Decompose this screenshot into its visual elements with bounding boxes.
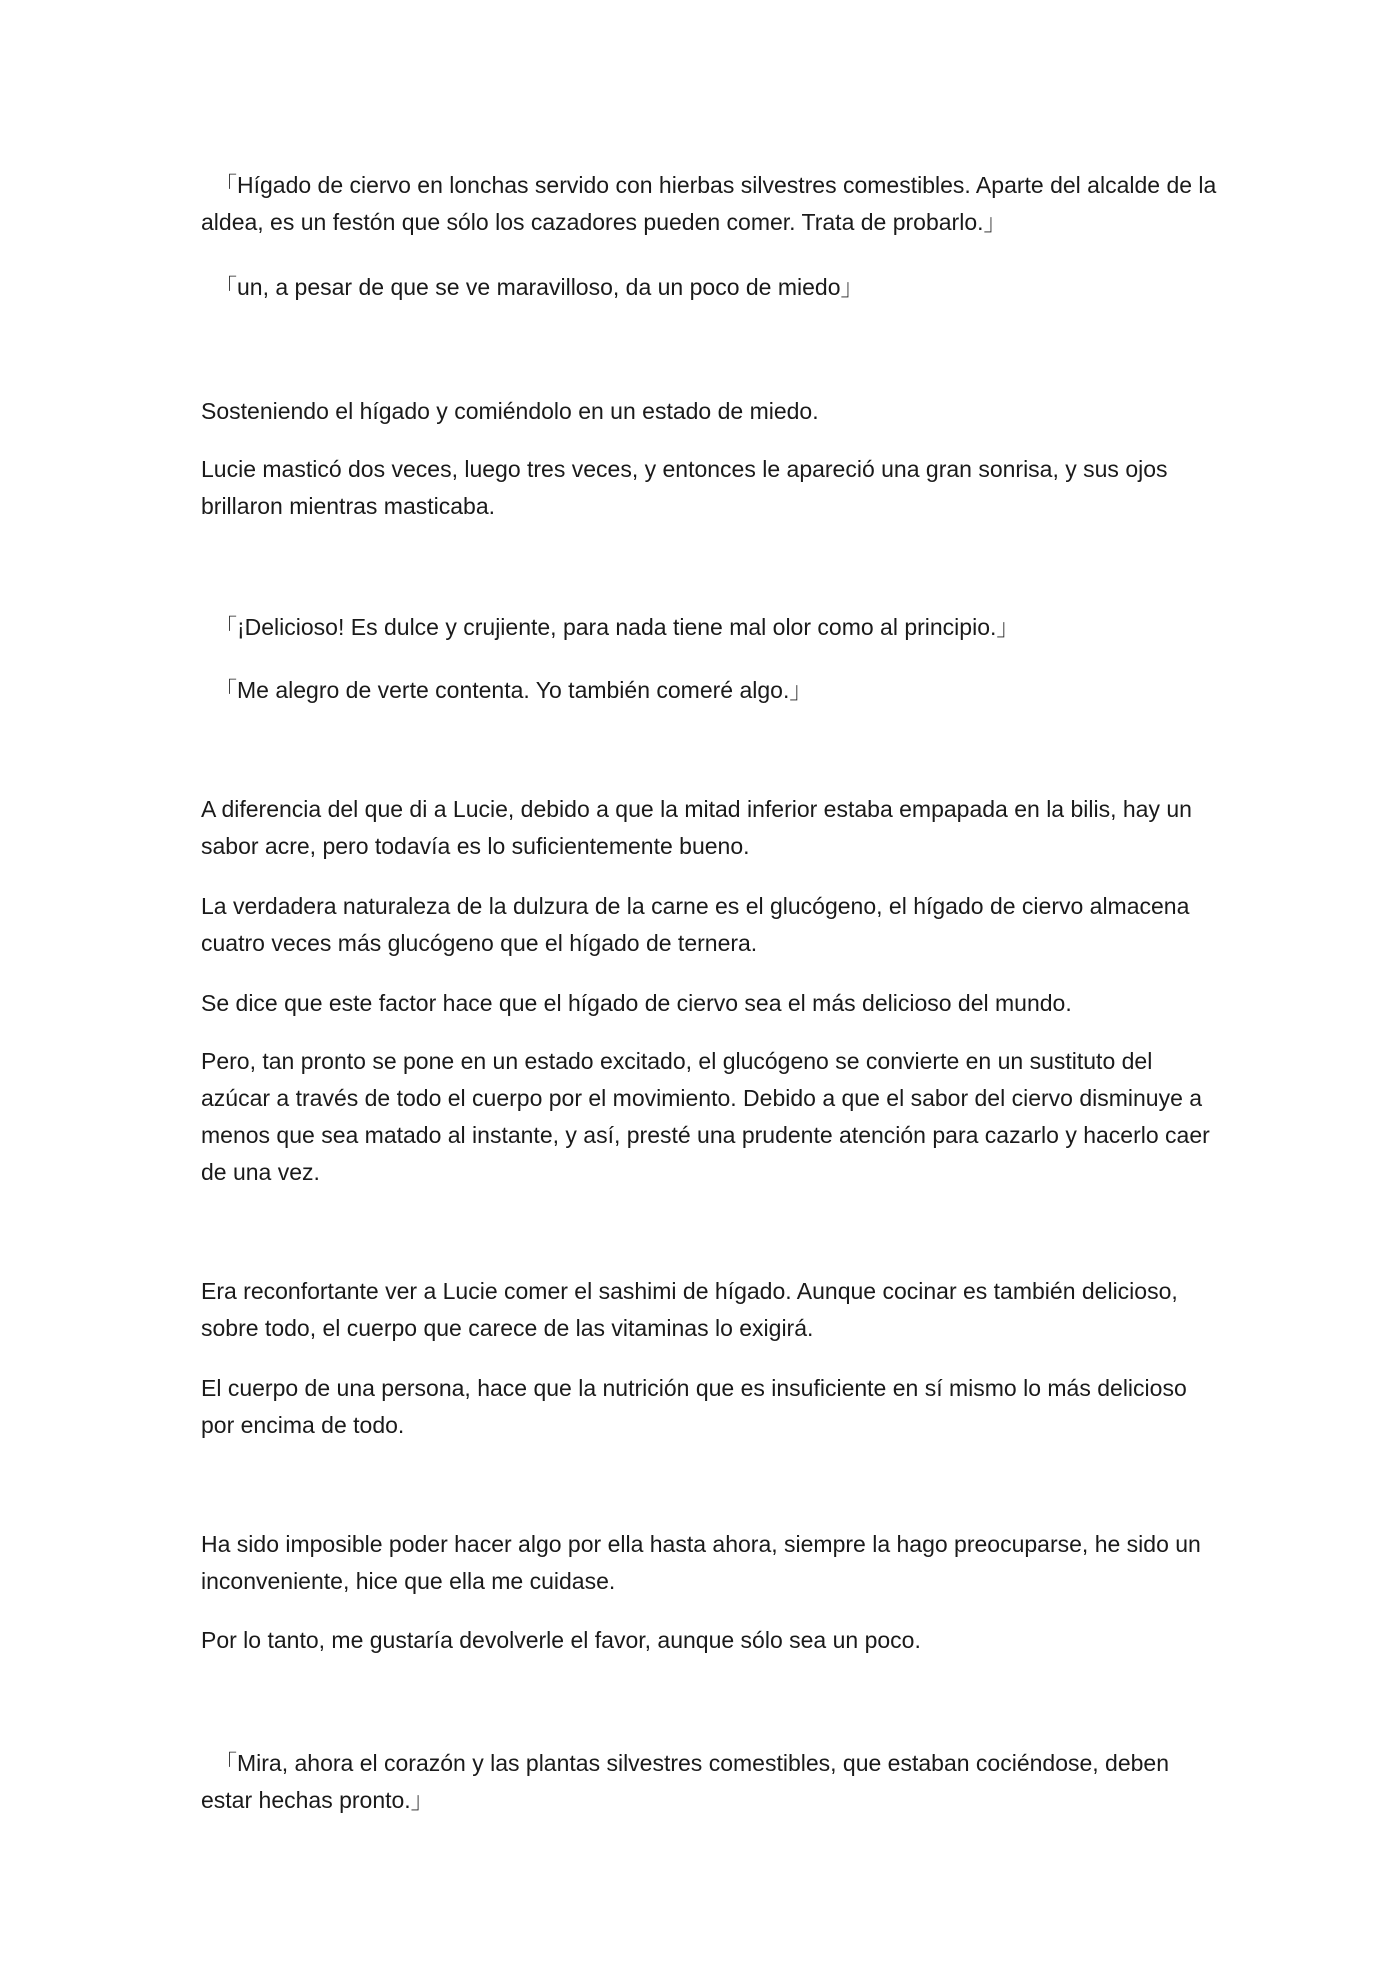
narration-paragraph: A diferencia del que di a Lucie, debido a que la mitad inferior estaba empapada en la bilis, hay un sabor acre, pero todavía es lo suficientemente bueno. — [201, 796, 1192, 859]
dialogue-paragraph: 「Mira, ahora el corazón y las plantas silvestres comestibles, que estaban cociéndose, deben estar hechas pronto.」 — [201, 1750, 1170, 1813]
narration-paragraph: Ha sido imposible poder hacer algo por ella hasta ahora, siempre la hago preocuparse, he sido un inconveniente, hice que ella me cuidase. — [201, 1531, 1201, 1594]
narration-paragraph: Se dice que este factor hace que el hígado de ciervo sea el más delicioso del mundo. — [201, 990, 1072, 1016]
dialogue-paragraph: 「¡Delicioso! Es dulce y crujiente, para nada tiene mal olor como al principio.」 — [214, 614, 1020, 640]
narration-paragraph: Por lo tanto, me gustaría devolverle el favor, aunque sólo sea un poco. — [201, 1627, 921, 1653]
dialogue-paragraph: 「Hígado de ciervo en lonchas servido con hierbas silvestres comestibles. Aparte del alcalde de la aldea, es un festón que sólo los cazadores pueden comer. Trata de probarlo.」 — [201, 172, 1217, 235]
narration-paragraph: Sosteniendo el hígado y comiéndolo en un estado de miedo. — [201, 398, 819, 424]
narration-paragraph: Era reconfortante ver a Lucie comer el sashimi de hígado. Aunque cocinar es también delicioso, sobre todo, el cuerpo que carece de las vitaminas lo exigirá. — [201, 1278, 1178, 1341]
dialogue-paragraph: 「Me alegro de verte contenta. Yo también comeré algo.」 — [214, 677, 813, 703]
narration-paragraph: La verdadera naturaleza de la dulzura de la carne es el glucógeno, el hígado de ciervo almacena cuatro veces más glucógeno que el hígado de ternera. — [201, 893, 1190, 956]
dialogue-paragraph: 「un, a pesar de que se ve maravilloso, da un poco de miedo」 — [214, 274, 864, 300]
narration-paragraph: Lucie masticó dos veces, luego tres veces, y entonces le apareció una gran sonrisa, y sus ojos brillaron mientras masticaba. — [201, 456, 1168, 519]
narration-paragraph: Pero, tan pronto se pone en un estado excitado, el glucógeno se convierte en un sustituto del azúcar a través de todo el cuerpo por el movimiento. Debido a que el sabor del ciervo disminuye a menos que sea matado al instante, y así, presté una prudente atención para cazarlo y hacerlo caer de una vez. — [201, 1048, 1210, 1185]
narration-paragraph: El cuerpo de una persona, hace que la nutrición que es insuficiente en sí mismo lo más delicioso por encima de todo. — [201, 1375, 1187, 1438]
